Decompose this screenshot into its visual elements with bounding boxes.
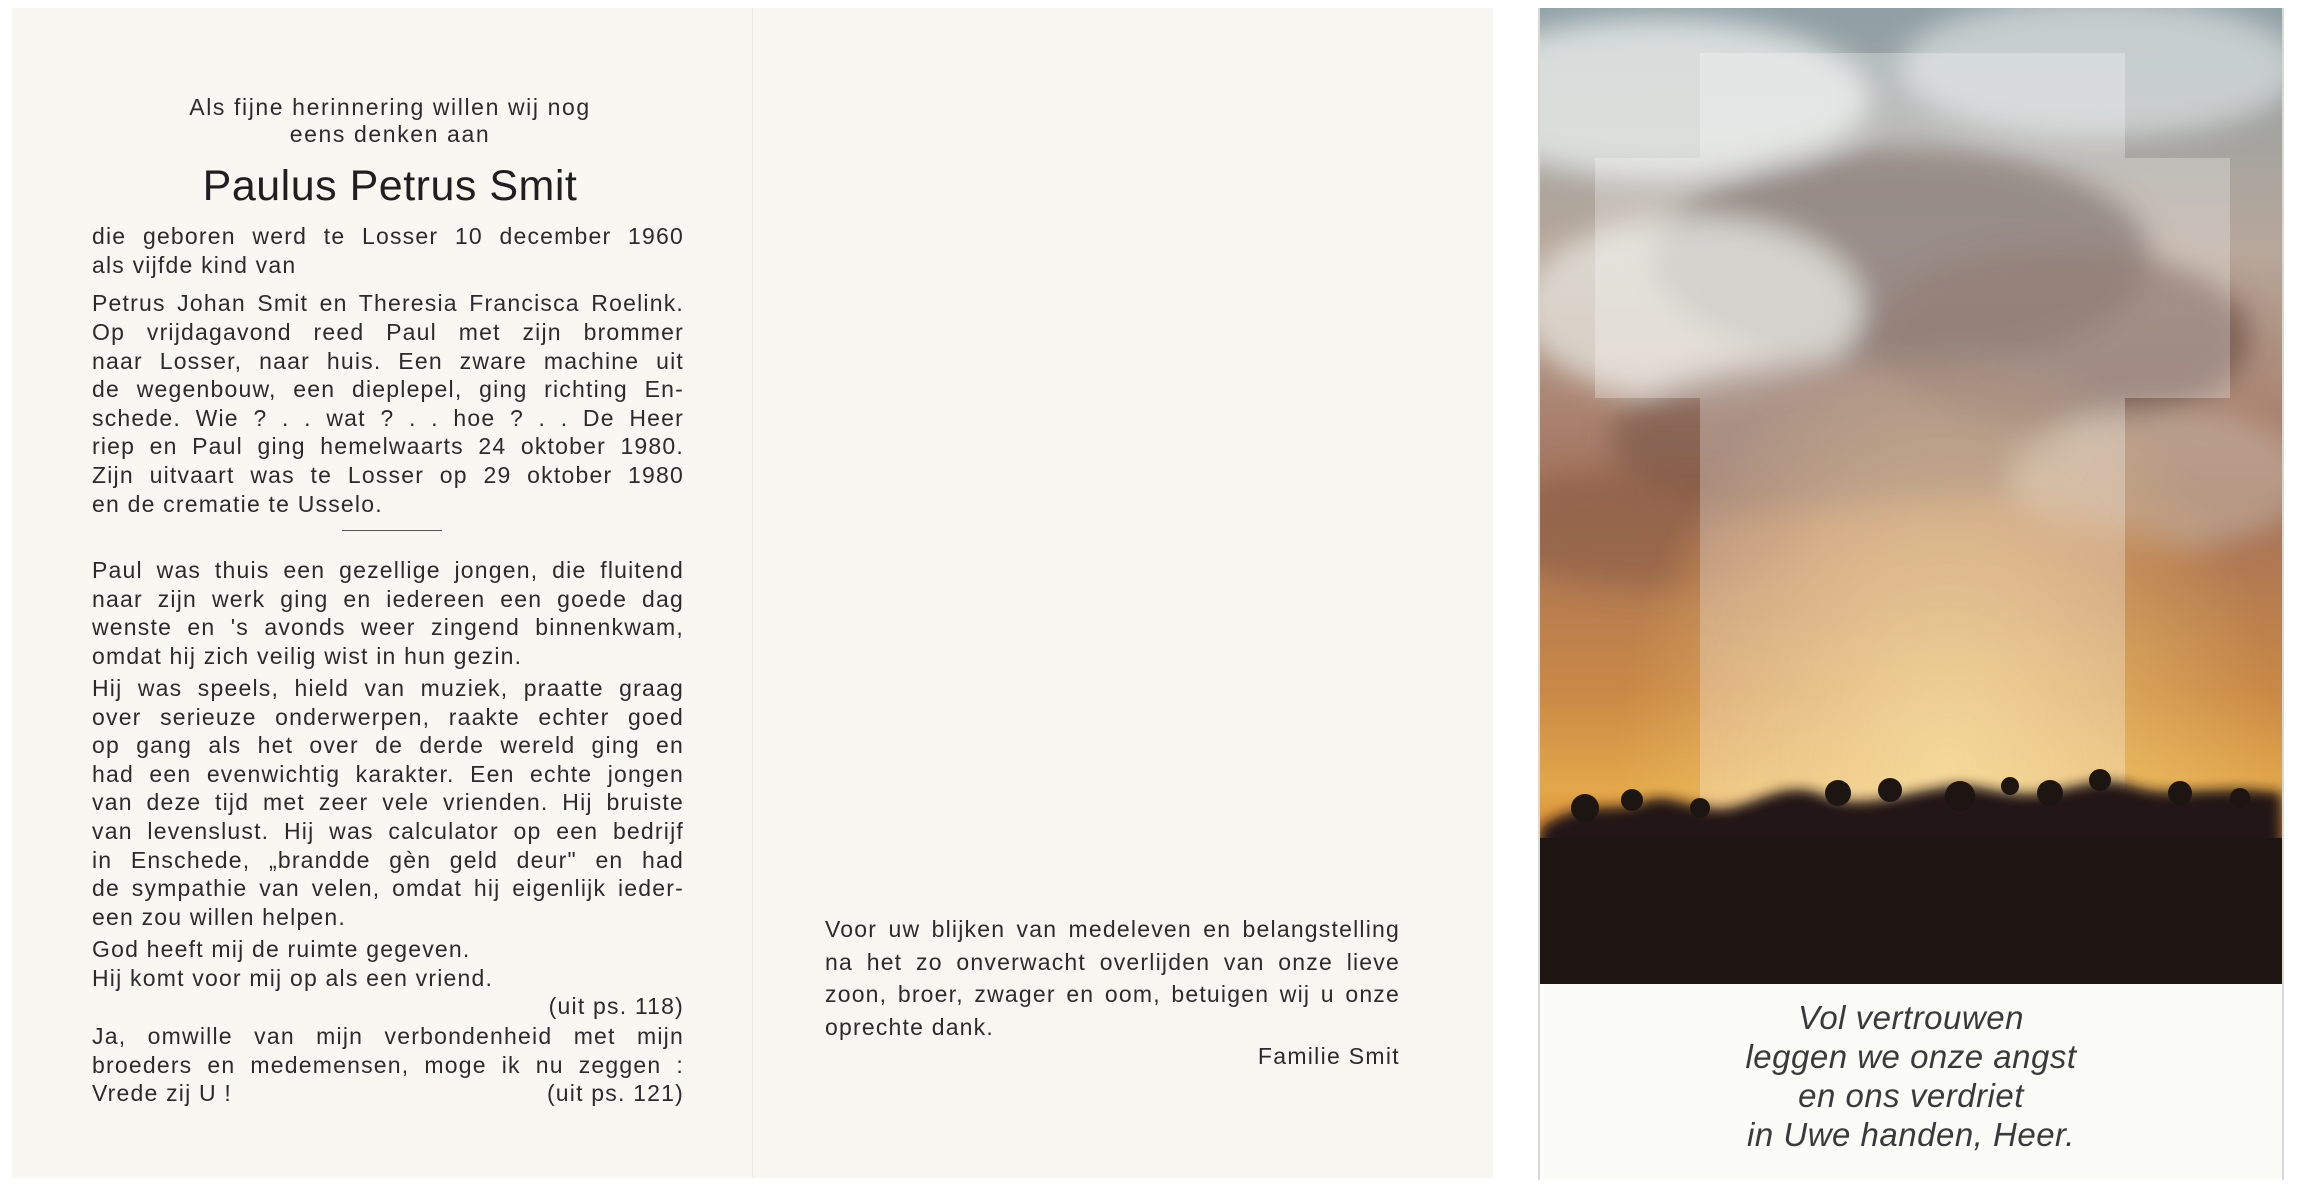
birth-line: als vijfde kind van	[92, 251, 297, 278]
psalm-line: God heeft mij de ruimte gegeven.	[92, 936, 471, 962]
psalm-121-quote	[92, 1022, 684, 1108]
closing-greeting: Vrede zij U !	[92, 1080, 233, 1107]
character-line: op gang als het over de derde wereld ging en	[92, 732, 684, 759]
psalm-121-closing	[92, 1079, 684, 1108]
character-line: naar zijn werk ging en iedereen een goede dag	[92, 585, 684, 612]
character-line: een zou willen helpen.	[92, 903, 347, 930]
character-line: had een evenwichtig karakter. Een echte jongen	[92, 760, 684, 787]
verse-line: en ons verdriet	[1798, 1077, 2024, 1114]
psalm-118-reference: (uit ps. 118)	[548, 993, 684, 1020]
story-line: Zijn uitvaart was te Losser op 29 oktober 1980	[92, 461, 684, 488]
psalm-line: broeders en medemensen, moge ik nu zeggen :	[92, 1051, 684, 1078]
parents-line: Petrus Johan Smit en Theresia Francisca Roelink.	[92, 290, 684, 317]
birth-paragraph	[92, 222, 684, 318]
psalm-line: Ja, omwille van mijn verbondenheid met mijn	[92, 1023, 684, 1049]
character-line: omdat hij zich veilig wist in hun gezin.	[92, 642, 523, 669]
character-line: wenste en 's avonds weer zingend binnenkwam,	[92, 614, 684, 641]
story-line: riep en Paul ging hemelwaarts 24 oktober 1980.	[92, 433, 684, 460]
intro-line: eens denken aan	[289, 121, 491, 147]
accident-paragraph	[92, 318, 684, 518]
story-line: naar Losser, naar huis. Een zware machine uit	[92, 347, 684, 374]
verse-caption	[1540, 998, 2282, 1154]
character-line: in Enschede, „brandde gèn geld deur" en had	[92, 846, 684, 873]
character-line: Paul was thuis een gezellige jongen, die fluitend	[92, 557, 684, 583]
sunset-sky-photo	[1540, 8, 2282, 984]
thanks-line: na het zo onverwacht overlijden van onze lieve	[825, 948, 1400, 975]
story-line: Op vrijdagavond reed Paul met zijn brommer	[92, 319, 684, 345]
story-line: de wegenbouw, een dieplepel, ging richting En-	[92, 376, 684, 403]
thanks-line: zoon, broer, zwager en oom, betuigen wij u onze	[825, 981, 1400, 1007]
psalm-118-quote	[92, 935, 684, 1021]
family-signature: Familie Smit	[1257, 1043, 1400, 1069]
psalm-line: Hij komt voor mij op als een vriend.	[92, 964, 494, 991]
character-paragraph-1	[92, 556, 684, 670]
deceased-name: Paulus Petrus Smit	[202, 162, 578, 210]
thanks-paragraph	[825, 913, 1400, 1043]
sunset-sky-illustration	[1540, 8, 2282, 984]
character-line: van deze tijd met zeer vele vrienden. Hij bruiste	[92, 789, 684, 816]
story-line: schede. Wie ? . . wat ? . . hoe ? . . De Heer	[92, 404, 684, 431]
section-divider	[342, 530, 442, 531]
character-line: de sympathie van velen, omdat hij eigenlijk ieder-	[92, 875, 684, 902]
intro-line: Als fijne herinnering willen wij nog	[189, 94, 591, 120]
verse-line: Vol vertrouwen	[1798, 999, 2024, 1036]
verse-line: leggen we onze angst	[1745, 1038, 2077, 1075]
thanks-line: oprechte dank.	[825, 1013, 994, 1040]
character-line: Hij was speels, hield van muziek, praatte graag	[92, 675, 684, 701]
intro-text	[100, 94, 680, 148]
character-line: over serieuze onderwerpen, raakte echter goed	[92, 703, 684, 730]
character-line: van levenslust. Hij was calculator op een bedrijf	[92, 817, 684, 844]
birth-line: die geboren werd te Losser 10 december 1960	[92, 223, 684, 249]
verse-line: in Uwe handen, Heer.	[1747, 1116, 2075, 1153]
story-line: en de crematie te Usselo.	[92, 490, 383, 517]
psalm-121-reference: (uit ps. 121)	[546, 1080, 684, 1107]
character-paragraph-2	[92, 674, 684, 931]
thanks-line: Voor uw blijken van medeleven en belangstelling	[825, 916, 1400, 942]
